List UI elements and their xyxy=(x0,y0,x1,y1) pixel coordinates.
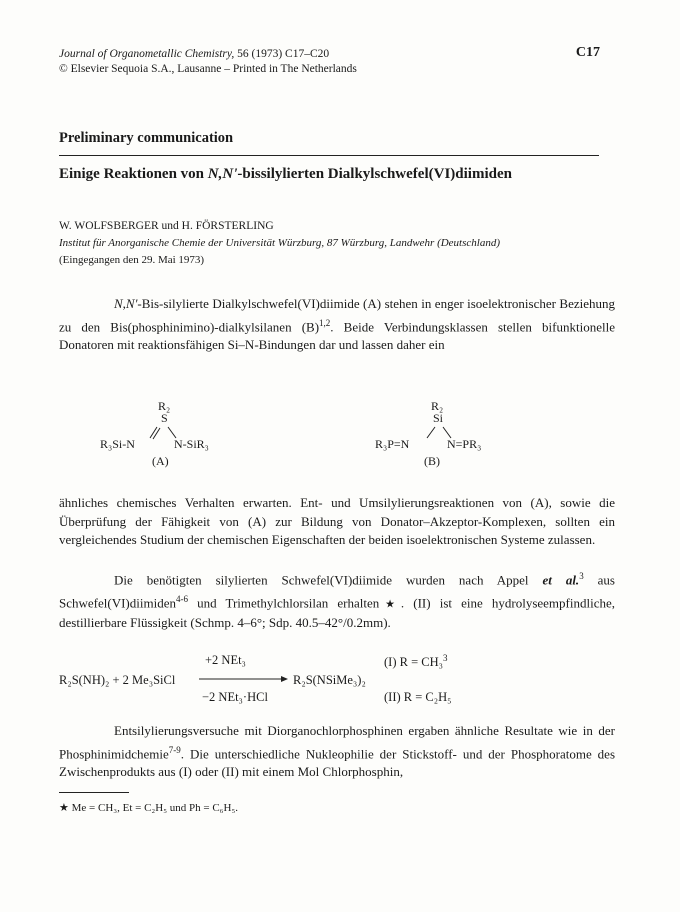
p3-ref-1: 3 xyxy=(579,571,584,581)
p3-footnote-star: ★ xyxy=(379,598,401,611)
footnote: ★ Me = CH₃, Et = C₂H₅ und Ph = C₆H₅. xyxy=(59,802,239,814)
reaction-equation xyxy=(59,650,619,710)
struct-a-r2: R₂ xyxy=(158,399,171,413)
p4-ref: 7-9 xyxy=(168,744,181,755)
struct-b-right-group: N=PR₃ xyxy=(447,437,482,451)
title-nn: N,N' xyxy=(207,166,238,182)
p3-text-2: aus Schwefel(VI)diimiden xyxy=(59,572,615,611)
received-date: (Eingegangen den 29. Mai 1973) xyxy=(59,254,205,266)
p3-text-3: und Trimethylchlorsilan erhalten xyxy=(187,595,380,611)
paragraph-2 xyxy=(59,494,615,550)
p3-text-1: Die benötigten silylierten Schwefel(VI)diimide wurden nach Appel xyxy=(114,572,543,588)
p2-text: ähnliches chemisches Verhalten erwarten. Ent- und Umsilylierungsreaktionen von (A), sowie die Überprüfung der Fähigkeit von (A) zur Bildung von Donator–Akzeptor-Komplexen, sollten ein vergleichendes Studium der chemischen Eigenschaften der beiden isoelektronischen Systeme zulassen. xyxy=(59,495,615,547)
struct-a-center-atom: S xyxy=(161,411,168,425)
eq-reagent-above: +2 NEt₃ xyxy=(205,653,246,667)
journal-header xyxy=(59,47,357,77)
paragraph-3 xyxy=(59,567,615,632)
struct-a-right-group: N-SiR₃ xyxy=(174,437,209,451)
p3-text-4: . (II) ist eine hydrolyseempfindliche, destillierbare Flüssigkeit (Schmp. 4–6°; Sdp. 40.5–42°/0.2mm). xyxy=(59,595,615,630)
p4-text-2: . Die unterschiedliche Nukleophilie der Stickstoff- und der Phosphoratome des Zwischenprodukts aus (I) oder (II) mit einem Mol Chlorphosphin, xyxy=(59,745,615,780)
struct-b-center-atom: Si xyxy=(433,411,444,425)
paragraph-4 xyxy=(59,722,615,782)
journal-volume-pages: 56 (1973) C17–C20 xyxy=(234,48,330,60)
eq-case-1-text: (I) R = CH₃ xyxy=(384,655,443,670)
p1-ref: 1,2 xyxy=(319,317,331,328)
eq-case-1 xyxy=(384,653,447,670)
structure-a xyxy=(100,400,230,475)
eq-reactants: R₂S(NH)₂ + 2 Me₃SiCl xyxy=(59,673,176,687)
p1-text-2: . Beide Verbindungsklassen stellen bifunktionelle Donatoren mit reaktionsfähigen Si–N-Bindungen dar und lassen daher ein xyxy=(59,318,615,353)
structure-b xyxy=(375,400,505,475)
p1-nn: N,N' xyxy=(114,296,138,311)
title-part-1: Einige Reaktionen von xyxy=(59,166,208,182)
section-rule xyxy=(59,155,599,156)
article-title xyxy=(59,166,512,183)
struct-b-r2: R₂ xyxy=(431,399,444,413)
p1-text-1: -Bis-silylierte Dialkylschwefel(VI)diimide (A) stehen in enger isoelektronischer Beziehung zu den Bis(phosphinimino)-dialkylsilanen (B) xyxy=(59,296,615,334)
footnote-rule xyxy=(59,792,129,793)
p3-ref-2: 4-6 xyxy=(175,593,188,604)
p4-text-1: Entsilylierungsversuche mit Diorganochlorphosphinen ergaben ähnliche Resultate wie in der Phosphinimidchemie xyxy=(59,723,615,761)
affiliation: Institut für Anorganische Chemie der Universität Würzburg, 87 Würzburg, Landwehr (Deutschland) xyxy=(59,237,500,249)
p3-etal: et al. xyxy=(542,572,580,588)
title-part-2: -bissilylierten Dialkylschwefel(VI)diimiden xyxy=(237,166,512,182)
struct-a-left-group: R₃Si-N xyxy=(100,437,135,451)
copyright-line: © Elsevier Sequoia S.A., Lausanne – Printed in The Netherlands xyxy=(59,63,357,75)
paragraph-1 xyxy=(59,295,615,355)
eq-case-2: (II) R = C₂H₅ xyxy=(384,690,452,704)
journal-name: Journal of Organometallic Chemistry, xyxy=(59,48,235,60)
struct-b-left-group: R₃P=N xyxy=(375,437,410,451)
page-code: C17 xyxy=(575,45,600,60)
author-list: W. WOLFSBERGER und H. FÖRSTERLING xyxy=(59,220,274,232)
eq-product: R₂S(NSiMe₃)₂ xyxy=(293,673,366,687)
eq-case-1-ref: 3 xyxy=(442,653,448,663)
struct-b-label: (B) xyxy=(424,454,440,468)
struct-a-label: (A) xyxy=(152,454,169,468)
section-label: Preliminary communication xyxy=(59,130,234,146)
eq-byproduct-below: −2 NEt₃·HCl xyxy=(202,690,268,704)
journal-citation xyxy=(59,47,357,62)
